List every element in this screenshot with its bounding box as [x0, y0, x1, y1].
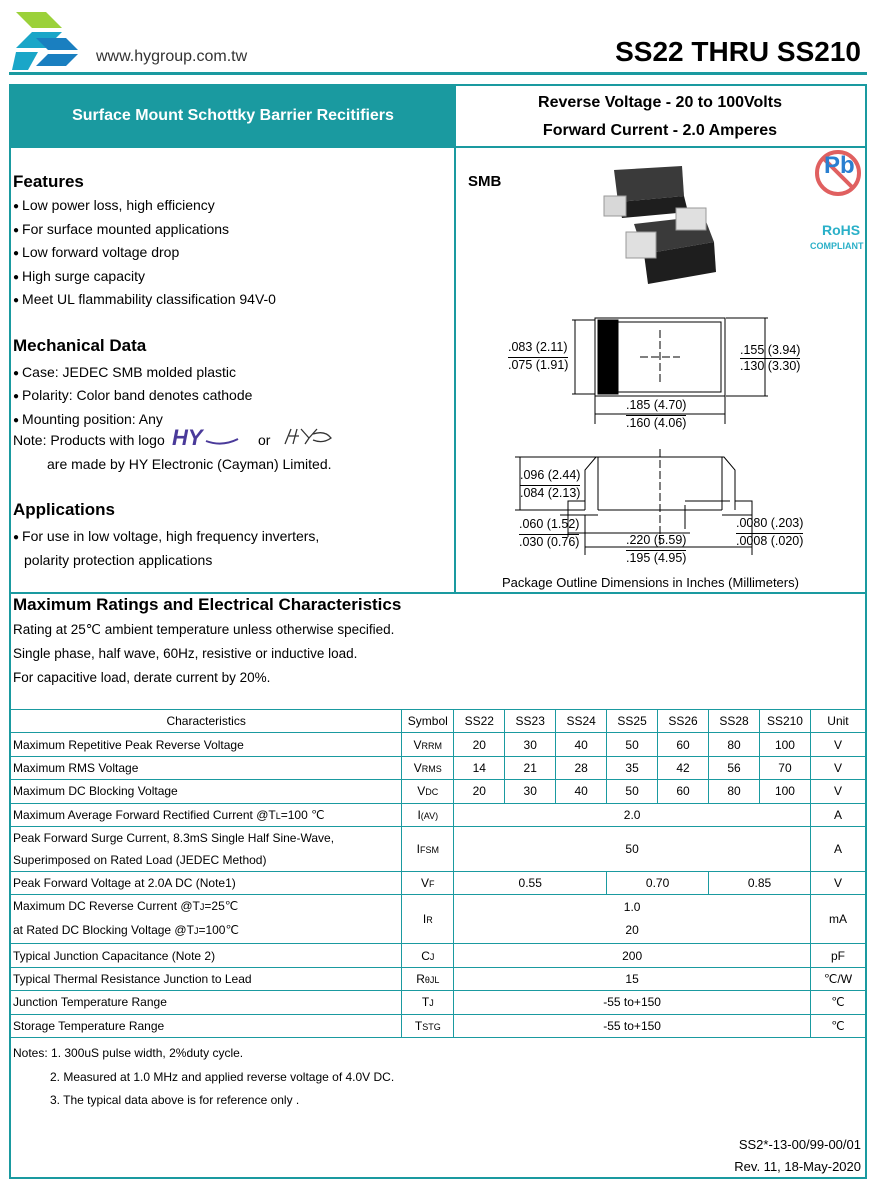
cell: 14 — [454, 756, 505, 779]
unit-cell: ℃ — [810, 991, 865, 1014]
row-symbol: IR — [402, 895, 454, 944]
unit-cell: A — [810, 803, 865, 826]
dim-a1: .083 (2.11) — [508, 340, 568, 354]
cell: 20 — [454, 780, 505, 803]
rating-line: Rating at 25℃ ambient temperature unless otherwise specified. — [13, 622, 395, 637]
row-label: Junction Temperature Range — [11, 991, 402, 1014]
cell: 15 — [454, 967, 811, 990]
dim-f1: .0080 (.203) — [736, 516, 804, 530]
dim-e1: .060 (1.52) — [519, 517, 580, 531]
col-header: Unit — [810, 710, 865, 733]
table-row — [11, 803, 866, 826]
cell: 60 — [658, 780, 709, 803]
row-label: Typical Junction Capacitance (Note 2) — [11, 944, 402, 967]
row-symbol: CJ — [402, 944, 454, 967]
applications-title: Applications — [13, 500, 116, 519]
cell: 20 — [454, 733, 505, 756]
rating-line: Single phase, half wave, 60Hz, resistive or inductive load. — [13, 646, 358, 661]
row-label: Maximum RMS Voltage — [11, 756, 402, 779]
header-rule — [9, 72, 867, 75]
row-symbol: VF — [402, 871, 454, 894]
dim-d2: .084 (2.13) — [520, 486, 581, 500]
col-header: SS24 — [556, 710, 607, 733]
cell: -55 to+150 — [454, 991, 811, 1014]
table-row — [11, 826, 866, 871]
col-header: SS22 — [454, 710, 505, 733]
product-type: Surface Mount Schottky Barrier Recitifiers — [72, 107, 394, 124]
rohs-compliant: COMPLIANT — [810, 241, 864, 251]
row-label: Peak Forward Voltage at 2.0A DC (Note1) — [11, 871, 402, 894]
reverse-voltage: Reverse Voltage - 20 to 100Volts — [538, 94, 782, 111]
cell: 0.70 — [607, 871, 709, 894]
row-symbol: VDC — [402, 780, 454, 803]
note-3: 3. The typical data above is for reference only . — [50, 1093, 300, 1107]
unit-cell: ℃/W — [810, 967, 865, 990]
banner-left — [11, 86, 455, 146]
row-symbol: IFSM — [402, 826, 454, 871]
note-1: Notes: 1. 300uS pulse width, 2%duty cycle. — [13, 1046, 244, 1060]
table-row — [11, 967, 866, 990]
table-row — [11, 780, 866, 803]
cell: 1.0 20 — [454, 895, 811, 944]
package-caption: Package Outline Dimensions in Inches (Millimeters) — [502, 575, 799, 590]
cell: 30 — [505, 780, 556, 803]
dim-c1: .185 (4.70) — [626, 398, 687, 412]
doc-code: SS2*-13-00/99-00/01 — [738, 1137, 861, 1152]
col-header: SS28 — [709, 710, 760, 733]
unit-cell: pF — [810, 944, 865, 967]
logo-note-prefix: Note: Products with logo — [13, 432, 165, 448]
ratings-title: Maximum Ratings and Electrical Characteristics — [13, 595, 402, 614]
cell: -55 to+150 — [454, 1014, 811, 1037]
package-name: SMB — [468, 173, 502, 190]
row-label: Maximum Repetitive Peak Reverse Voltage — [11, 733, 402, 756]
cell: 42 — [658, 756, 709, 779]
cell: 21 — [505, 756, 556, 779]
hy-bold-logo — [170, 425, 242, 449]
cell: 50 — [607, 780, 658, 803]
dim-a2: .075 (1.91) — [508, 358, 569, 372]
col-header: SS26 — [658, 710, 709, 733]
dim-g2: .195 (4.95) — [626, 551, 687, 565]
table-row — [11, 733, 866, 756]
unit-cell: mA — [810, 895, 865, 944]
cell: 56 — [709, 756, 760, 779]
feature-item: ● High surge capacity — [13, 268, 145, 284]
cell: 2.0 — [454, 803, 811, 826]
divider — [454, 84, 456, 592]
dim-e2: .030 (0.76) — [519, 535, 580, 549]
dim-b2: .130 (3.30) — [740, 359, 801, 373]
col-header: Symbol — [402, 710, 454, 733]
forward-current: Forward Current - 2.0 Amperes — [542, 122, 778, 139]
divider — [11, 146, 865, 148]
row-label: Typical Thermal Resistance Junction to Lead — [11, 967, 402, 990]
row-label: Peak Forward Surge Current, 8.3mS Single Half Sine-Wave, Superimposed on Rated Load (JEDEC Method) — [11, 826, 402, 871]
cell: 60 — [658, 733, 709, 756]
application-item: ● For use in low voltage, high frequency inverters, — [13, 528, 319, 544]
cell: 50 — [454, 826, 811, 871]
cell: 100 — [759, 733, 810, 756]
dim-b1: .155 (3.94) — [740, 343, 801, 357]
feature-item: ● Meet UL flammability classification 94V-0 — [13, 291, 276, 307]
table-row — [11, 756, 866, 779]
cell: 50 — [607, 733, 658, 756]
row-label: Maximum DC Blocking Voltage — [11, 780, 402, 803]
unit-cell: V — [810, 871, 865, 894]
row-symbol: I(AV) — [402, 803, 454, 826]
rohs-label: RoHS — [822, 222, 861, 238]
features-title: Features — [13, 172, 84, 191]
pb-label: Pb — [824, 152, 855, 179]
dim-d1: .096 (2.44) — [520, 468, 581, 482]
dim-f2: .0008 (.020) — [736, 534, 804, 548]
cell: 0.85 — [709, 871, 811, 894]
spec-table — [10, 709, 866, 1038]
row-symbol: VRMS — [402, 756, 454, 779]
row-symbol: TJ — [402, 991, 454, 1014]
svg-text:HY: HY — [172, 425, 203, 449]
row-label: Maximum DC Reverse Current @TJ=25℃ at Rated DC Blocking Voltage @TJ=100℃ — [11, 895, 402, 944]
unit-cell: V — [810, 733, 865, 756]
table-row — [11, 871, 866, 894]
application-item-cont: polarity protection applications — [24, 552, 213, 568]
dim-g1: .220 (5.59) — [626, 533, 687, 547]
dim-c2: .160 (4.06) — [626, 416, 687, 430]
table-header-row — [11, 710, 866, 733]
row-symbol: VRRM — [402, 733, 454, 756]
unit-cell: ℃ — [810, 1014, 865, 1037]
row-label: Storage Temperature Range — [11, 1014, 402, 1037]
part-title: SS22 THRU SS210 — [615, 36, 861, 67]
mechanical-title: Mechanical Data — [13, 336, 147, 355]
cell: 40 — [556, 733, 607, 756]
cell: 80 — [709, 733, 760, 756]
mechanical-item: ● Mounting position: Any — [13, 411, 163, 427]
col-header: SS210 — [759, 710, 810, 733]
cell: 0.55 — [454, 871, 607, 894]
website-url[interactable]: www.hygroup.com.tw — [96, 48, 248, 65]
feature-item: ● Low forward voltage drop — [13, 244, 179, 260]
note-2: 2. Measured at 1.0 MHz and applied reverse voltage of 4.0V DC. — [50, 1070, 395, 1084]
hy-outline-logo — [283, 426, 335, 448]
cell: 80 — [709, 780, 760, 803]
cell: 200 — [454, 944, 811, 967]
unit-cell: A — [810, 826, 865, 871]
logo-note-or: or — [258, 432, 271, 448]
table-row — [11, 991, 866, 1014]
divider — [11, 592, 865, 594]
row-label: Maximum Average Forward Rectified Current @TL=100 ℃ — [11, 803, 402, 826]
col-header: SS23 — [505, 710, 556, 733]
unit-cell: V — [810, 780, 865, 803]
cell: 100 — [759, 780, 810, 803]
feature-item: ● Low power loss, high efficiency — [13, 197, 215, 213]
revision: Rev. 11, 18-May-2020 — [734, 1159, 861, 1174]
feature-item: ● For surface mounted applications — [13, 221, 229, 237]
cell: 40 — [556, 780, 607, 803]
cell: 28 — [556, 756, 607, 779]
table-row — [11, 895, 866, 944]
table-row — [11, 944, 866, 967]
smb-package-photo — [596, 160, 722, 286]
unit-cell: V — [810, 756, 865, 779]
cell: 30 — [505, 733, 556, 756]
col-header: Characteristics — [11, 710, 402, 733]
mechanical-item: ● Case: JEDEC SMB molded plastic — [13, 364, 236, 380]
col-header: SS25 — [607, 710, 658, 733]
banner-right — [455, 86, 865, 146]
rating-line: For capacitive load, derate current by 20%. — [13, 670, 271, 685]
row-symbol: RθJL — [402, 967, 454, 990]
mechanical-item: ● Polarity: Color band denotes cathode — [13, 387, 252, 403]
table-row — [11, 1014, 866, 1037]
cell: 35 — [607, 756, 658, 779]
row-symbol: TSTG — [402, 1014, 454, 1037]
logo-note-suffix: are made by HY Electronic (Cayman) Limited. — [47, 456, 332, 472]
cell: 70 — [759, 756, 810, 779]
hy-company-logo — [12, 10, 78, 72]
